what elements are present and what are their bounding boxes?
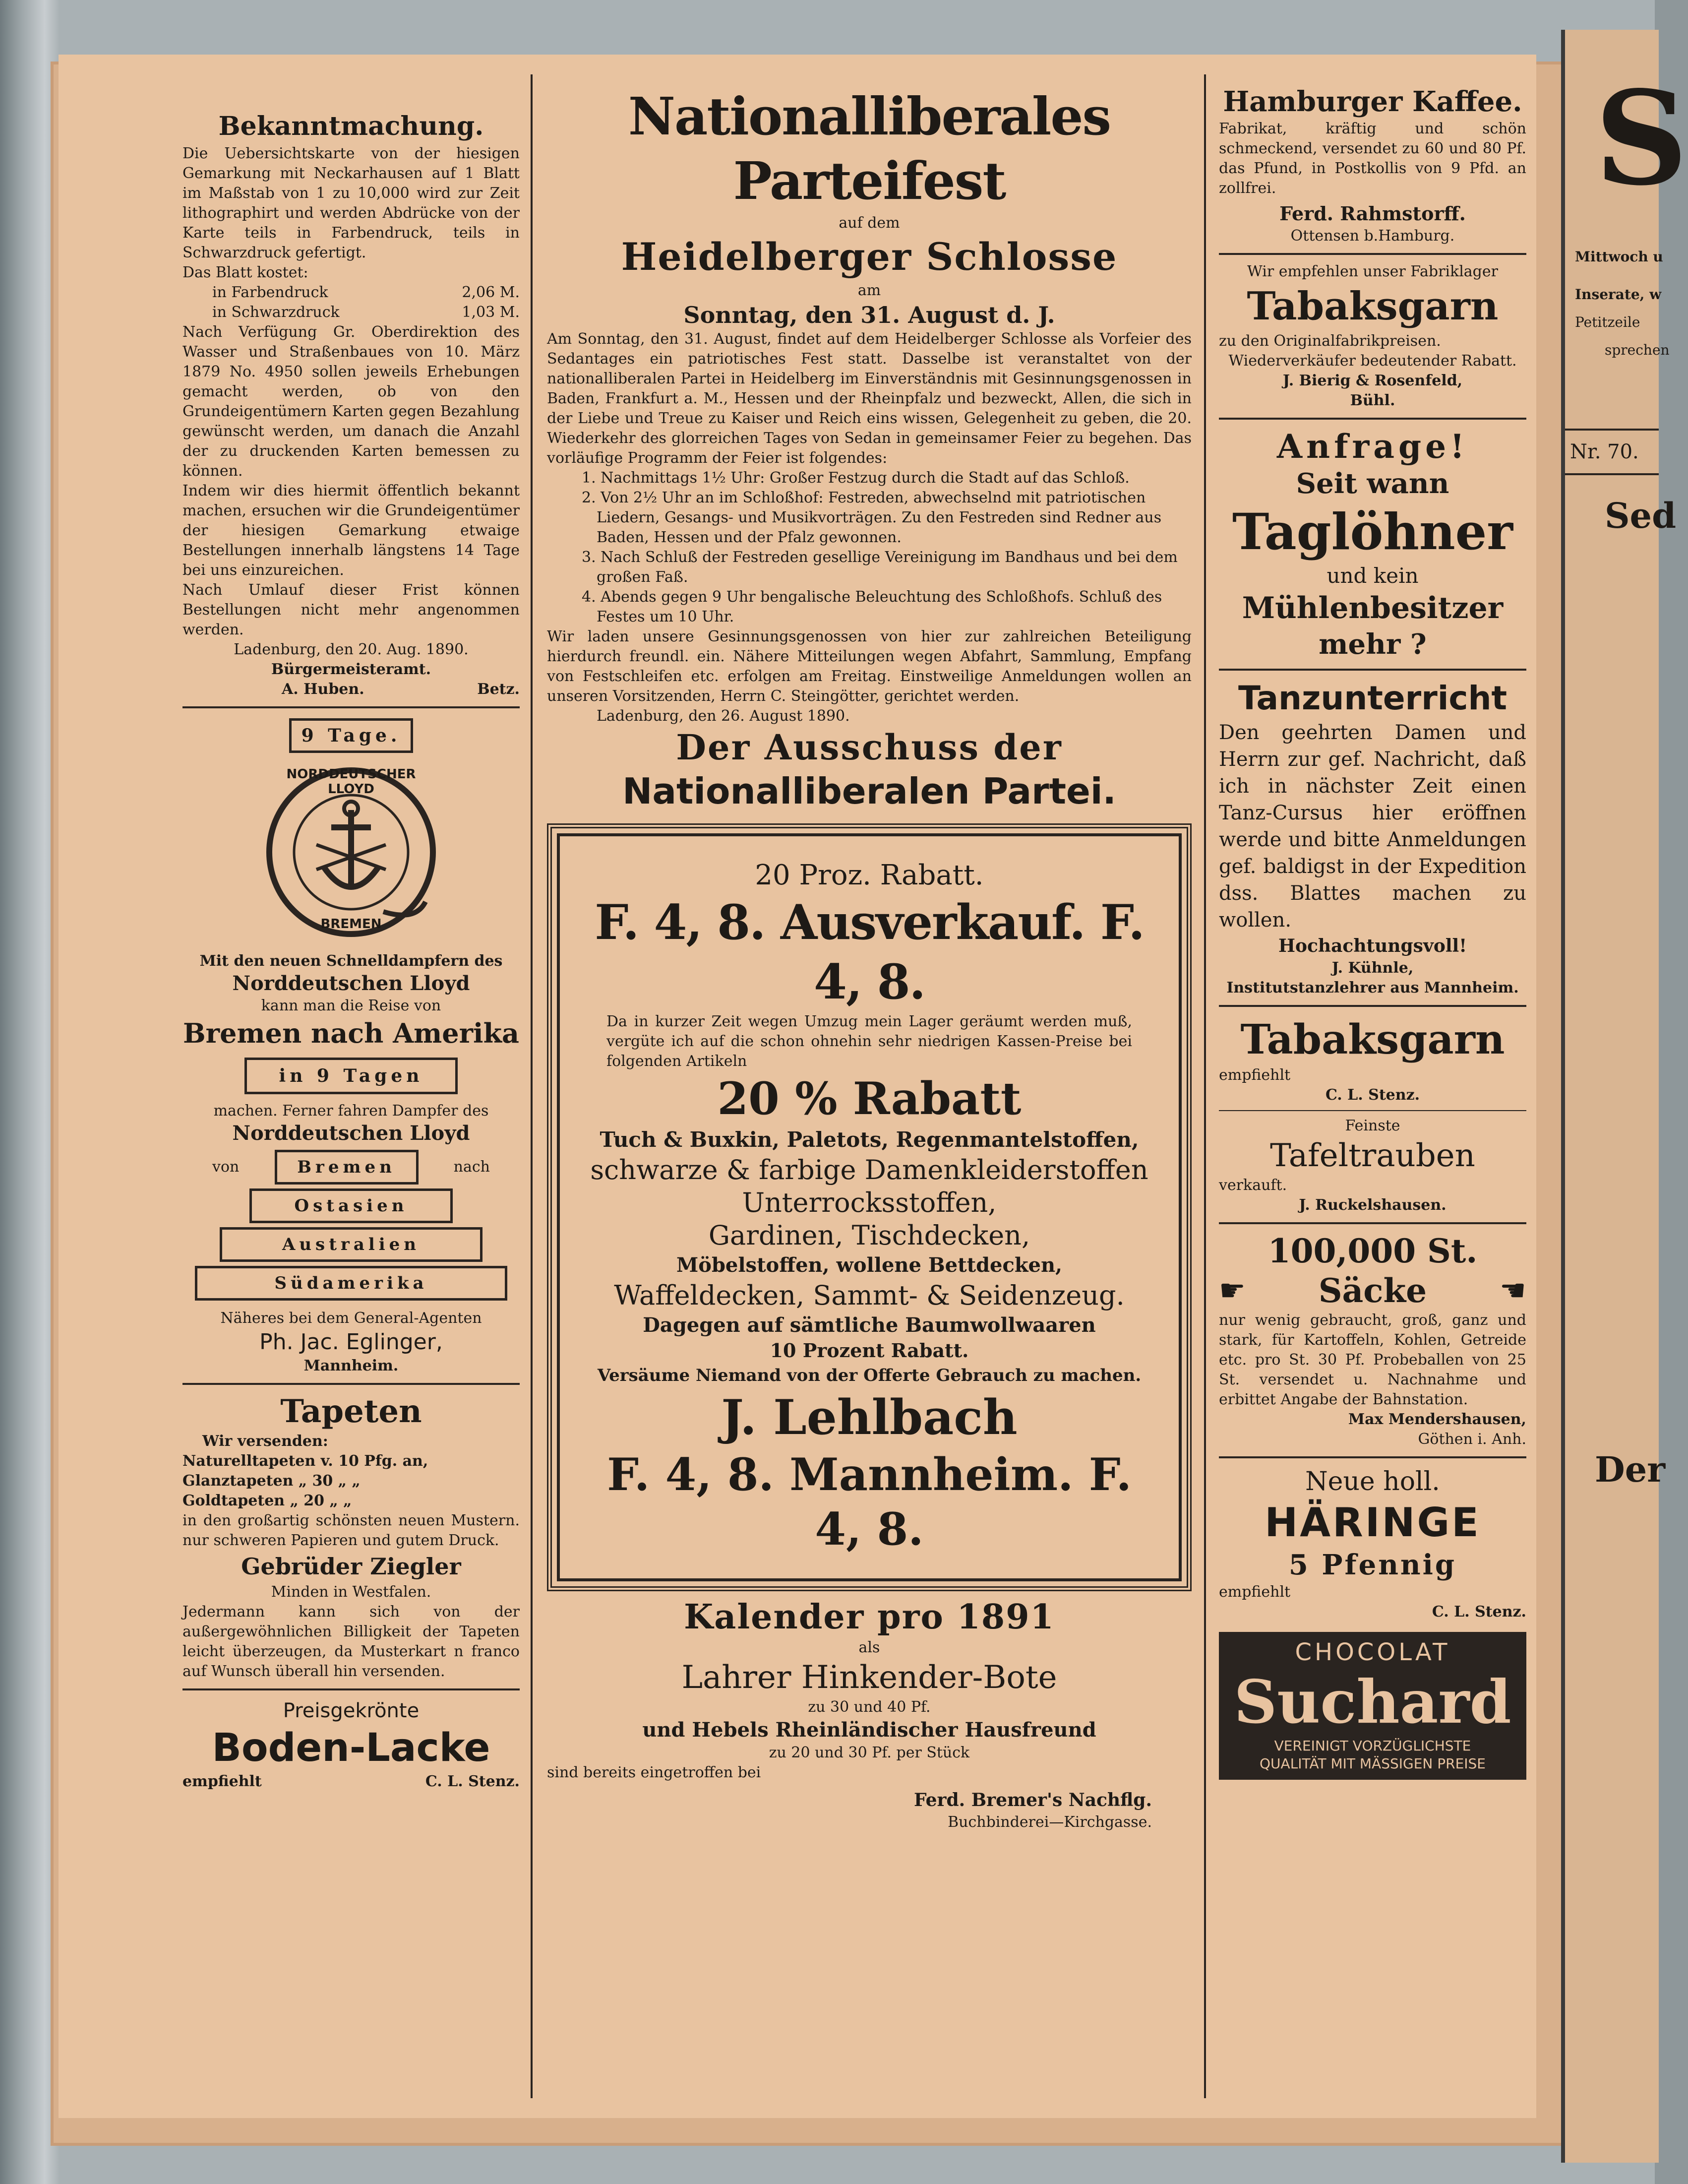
saecke-title: Säcke <box>1318 1271 1427 1310</box>
lloyd-name-1: Norddeutschen Lloyd <box>232 972 470 995</box>
announcement-body-4: Nach Umlauf dieser Frist können Bestellungen nicht mehr angenommen werden. <box>182 581 520 638</box>
lloyd-agent: Ph. Jac. Eglinger, <box>259 1329 443 1355</box>
saecke-body: nur wenig gebraucht, groß, ganz und stark, für Kartoffeln, Kohlen, Getreide etc. pro St. 30 Pf. Probeballen von 25 St. versendet u. Nachnahme und erbittet Angabe der Bahnstation. <box>1219 1311 1526 1408</box>
tanz-title-2: Institutstanzlehrer aus Mannheim. <box>1226 979 1519 997</box>
kaffee-body: Fabrikat, kräftig und schön schmeckend, versendet zu 60 und 80 Pf. das Pfund, in Postkollis von 9 Pfd. an zollfrei. <box>1219 120 1526 197</box>
announcement-office: Bürgermeisteramt. <box>271 661 431 678</box>
bodenlack-pre: Preisgekrönte <box>283 1699 420 1722</box>
suchard-top: CHOCOLAT <box>1295 1638 1450 1666</box>
suchard-brand: Suchard <box>1234 1667 1511 1737</box>
adjacent-fragment: Sed <box>1605 495 1677 536</box>
trauben-pre: Feinste <box>1345 1117 1400 1134</box>
tapeten-body: in den großartig schönsten neuen Mustern. nur schweren Papieren und gutem Druck. <box>182 1512 520 1549</box>
haeringe-title: HÄRINGE <box>1265 1499 1481 1546</box>
announcement-signatures <box>182 680 520 699</box>
divider <box>182 1383 520 1385</box>
parteifest-sign-2: Nationalliberalen Partei. <box>622 770 1116 812</box>
suchard-line-1: VEREINIGT VORZÜGLICHSTE <box>1274 1738 1471 1754</box>
column-rule-2 <box>1204 74 1206 2098</box>
column-right <box>1219 84 1526 1780</box>
tapeten-firm: Gebrüder Ziegler <box>241 1553 461 1580</box>
tabaksgarn-firm: J. Bierig & Rosenfeld, <box>1282 372 1463 389</box>
program-item-1: 1. Nachmittags 1½ Uhr: Großer Festzug durch die Stadt auf das Schloß. <box>582 469 1130 487</box>
parteifest-ad <box>547 84 1192 813</box>
lloyd-box-bremen: Bremen <box>275 1150 419 1185</box>
lloyd-name-2: Norddeutschen Lloyd <box>232 1122 470 1145</box>
divider <box>1219 669 1526 671</box>
tanzunterricht-ad <box>1219 678 1526 998</box>
rabatt-top: 20 Proz. Rabatt. <box>755 859 984 891</box>
announcement-body-2: Nach Verfügung Gr. Oberdirektion des Wasser und Straßenbaues von 10. März 1879 No. 4950 sollen jeweils Erhebungen gemacht werden, ob von den Grundeigentümern Karten gegen Bezahlung gewünscht werden, um danach die Anzahl der zu druckenden Karten bemessen zu können. <box>182 323 520 480</box>
saecke-firm: Max Mendershausen, <box>1348 1411 1526 1428</box>
tabaksgarn-body-2: Wiederverkäufer bedeutender Rabatt. <box>1228 352 1517 370</box>
trauben-title: Tafeltrauben <box>1270 1137 1475 1174</box>
newspaper-page <box>59 55 1536 2118</box>
tabaksgarn-2-left: empfiehlt <box>1219 1066 1291 1084</box>
adjacent-big-letter: S <box>1595 63 1688 214</box>
kalender-als: als <box>858 1639 880 1656</box>
haeringe-price: 5 Pfennig <box>1288 1549 1457 1581</box>
lloyd-text-2: kann man die Reise von <box>261 997 441 1014</box>
parteifest-auf: auf dem <box>839 214 900 232</box>
kalender-line-2: und Hebels Rheinländischer Hausfreund <box>642 1718 1096 1742</box>
parteifest-title: Nationalliberales Parteifest <box>628 86 1111 211</box>
rabatt-firm: J. Lehlbach <box>721 1389 1018 1445</box>
adjacent-fragment: Mittwoch u <box>1575 249 1663 265</box>
price-label: in Farbendruck <box>212 284 328 301</box>
lloyd-anchor-emblem-icon <box>262 763 440 941</box>
signature-left: A. Huben. <box>282 681 364 698</box>
adjacent-page-fragment <box>1561 30 1688 2163</box>
program-item-4: 4. Abends gegen 9 Uhr bengalische Beleuchtung des Schloßhofs. Schluß des Festes um 10 Uhr. <box>582 588 1162 625</box>
pointing-hand-right-icon: ☛ <box>1219 1273 1246 1308</box>
tapeten-item-3: Goldtapeten „ 20 „ „ <box>182 1492 352 1509</box>
tapeten-ad <box>182 1392 520 1682</box>
lloyd-agent-intro: Näheres bei dem General-Agenten <box>220 1310 482 1327</box>
lloyd-nach: nach <box>453 1158 490 1176</box>
rabatt-headline: F. 4, 8. Ausverkauf. F. 4, 8. <box>595 894 1144 1010</box>
kalender-price-1: zu 30 und 40 Pf. <box>808 1698 931 1716</box>
adjacent-fragment: Inserate, w <box>1575 286 1662 303</box>
parteifest-body: Am Sonntag, den 31. August, findet auf dem Heidelberger Schlosse als Vorfeier des Sedantages ein patriotisches Fest statt. Dasselbe ist veranstaltet von der nationalliberalen Partei in Heidelberg im Einverständnis mit Gesinnungsgenossen in Baden, Frankfurt a. M., Hessen und der Rheinpfalz und bezweckt, Allen, die sich in der Liebe und Treue zu Kaiser und Reich eins wissen, Gelegenheit zu geben, die 20. Wiederkehr des glorreichen Tages von Sedan in gemeinsamer Feier zu begehen. Das vorläufige Programm der Feier ist folgendes: <box>547 330 1192 467</box>
tabaksgarn-2-title: Tabaksgarn <box>1240 1016 1505 1063</box>
kaffee-title: Hamburger Kaffee. <box>1223 85 1522 118</box>
price-value: 2,06 M. <box>462 284 520 301</box>
tabaksgarn-ad-1 <box>1219 262 1526 411</box>
kaffee-city: Ottensen b.Hamburg. <box>1290 227 1455 245</box>
tapeten-intro: Wir versenden: <box>202 1433 328 1450</box>
divider <box>1219 1005 1526 1007</box>
program-item-3: 3. Nach Schluß der Festreden gesellige Vereinigung im Bandhaus und bei dem großen Faß. <box>582 549 1178 586</box>
rabatt-line-7: Dagegen auf sämtliche Baumwollwaaren <box>643 1313 1096 1337</box>
tafeltrauben-ad <box>1219 1116 1526 1215</box>
rabatt-body: Da in kurzer Zeit wegen Umzug mein Lager geräumt werden muß, vergüte ich auf die schon ohnehin sehr niedrigen Kassen-Preise bei folgenden Artikeln <box>606 1013 1132 1070</box>
bodenlack-title: Boden-Lacke <box>212 1726 490 1770</box>
bodenlack-footer <box>182 1772 520 1792</box>
adjacent-fragment: Petitzeile <box>1575 314 1640 330</box>
rabatt-line-9: Versäume Niemand von der Offerte Gebrauch zu machen. <box>597 1366 1142 1385</box>
tapeten-item-2: Glanztapeten „ 30 „ „ <box>182 1472 361 1490</box>
kalender-ad <box>547 1596 1192 1832</box>
rabatt-line-6: Waffeldecken, Sammt- & Seidenzeug. <box>614 1280 1125 1311</box>
tabaksgarn-body: zu den Originalfabrikpreisen. <box>1219 332 1441 350</box>
rabatt-line-4: Gardinen, Tischdecken, <box>708 1220 1030 1251</box>
price-row-black <box>182 303 520 322</box>
haeringe-firm: C. L. Stenz. <box>1432 1603 1526 1621</box>
lloyd-box-suedamerika: Südamerika <box>195 1266 507 1301</box>
price-row-color <box>182 283 520 303</box>
lloyd-ring-bottom: BREMEN <box>320 917 382 932</box>
column-middle <box>547 84 1192 1832</box>
haeringe-pre: Neue holl. <box>1305 1467 1440 1497</box>
parteifest-sign-1: Der Ausschuss der <box>676 727 1063 768</box>
tanz-name: J. Kühnle, <box>1331 959 1414 977</box>
lloyd-box-australien: Australien <box>220 1227 482 1262</box>
lloyd-ad <box>182 718 520 1376</box>
kalender-title: Kalender pro 1891 <box>684 1597 1055 1637</box>
bodenlack-ad <box>182 1697 520 1792</box>
divider <box>182 706 520 708</box>
tanz-title: Tanzunterricht <box>1238 679 1507 717</box>
suchard-ad <box>1219 1632 1526 1780</box>
lloyd-city: Mannheim. <box>303 1357 399 1374</box>
bodenlack-right: C. L. Stenz. <box>425 1773 520 1790</box>
kalender-firm: Ferd. Bremer's Nachflg. <box>914 1790 1152 1810</box>
parteifest-body-2: Wir laden unsere Gesinnungsgenossen von hier zur zahlreichen Beteiligung hierdurch freundl. ein. Nähere Mitteilungen wegen Abfahrt, Sammlung, Empfang von Festschleifen etc. erfolgen am Freitag. Einstweilige Anmeldungen wollen an unseren Vorsitzenden, Herrn C. Steingötter, gerichtet werden. <box>547 628 1192 705</box>
divider <box>1219 1456 1526 1458</box>
parteifest-dateline: Ladenburg, den 26. August 1890. <box>597 707 850 725</box>
rabatt-line-1: Tuch & Buxkin, Paletots, Regenmantelstoffen, <box>600 1127 1139 1152</box>
tabaksgarn-intro: Wir empfehlen unser Fabriklager <box>1247 263 1498 280</box>
lloyd-route: Bremen nach Amerika <box>183 1017 519 1049</box>
adjacent-fragment: Nr. 70. <box>1570 440 1639 463</box>
column-left <box>182 109 520 1792</box>
adjacent-fragment: Der <box>1595 1449 1666 1490</box>
announcement <box>182 109 520 699</box>
announcement-price-intro: Das Blatt kostet: <box>182 264 308 281</box>
kalender-price-2: zu 20 und 30 Pf. per Stück <box>769 1744 970 1761</box>
lloyd-von: von <box>212 1158 240 1176</box>
kalender-firm-2: Buchbinderei—Kirchgasse. <box>948 1813 1152 1831</box>
divider <box>182 1688 520 1690</box>
tapeten-city: Minden in Westfalen. <box>271 1583 431 1601</box>
signature-right: Betz. <box>477 681 520 698</box>
lloyd-text-3: machen. Ferner fahren Dampfer des <box>213 1102 489 1120</box>
kalender-body: sind bereits eingetroffen bei <box>547 1764 761 1781</box>
tanz-greeting: Hochachtungsvoll! <box>1278 936 1467 956</box>
trauben-firm: J. Ruckelshausen. <box>1299 1196 1447 1214</box>
rabatt-ad-frame <box>547 823 1192 1591</box>
lloyd-box-9-tagen: in 9 Tagen <box>244 1058 458 1094</box>
parteifest-place: Heidelberger Schlosse <box>621 235 1118 279</box>
column-rule-1 <box>531 74 533 2098</box>
tabaksgarn-2-firm: C. L. Stenz. <box>1325 1086 1420 1104</box>
divider <box>1219 253 1526 255</box>
rabatt-line-3: Unterrocksstoffen, <box>742 1187 997 1218</box>
kalender-name: Lahrer Hinkender-Bote <box>681 1659 1057 1696</box>
bodenlack-left: empfiehlt <box>182 1773 262 1790</box>
tapeten-title: Tapeten <box>280 1393 422 1430</box>
haeringe-left: empfiehlt <box>1219 1583 1291 1601</box>
program-item-2: 2. Von 2½ Uhr an im Schloßhof: Festreden, abwechselnd mit patriotischen Liedern, Gesangs- und Musikvorträgen. Zu den Festreden sind Redner aus Baden, Hessen und der Pfalz gewonnen. <box>582 489 1162 546</box>
rabatt-footer: F. 4, 8. Mannheim. F. 4, 8. <box>607 1448 1132 1556</box>
tapeten-body-2: Jedermann kann sich von der außergewöhnlichen Billigkeit der Tapeten leicht überzeugen, da Musterkart n franco auf Wunsch überall hin versenden. <box>182 1603 520 1680</box>
tabaksgarn-title: Tabaksgarn <box>1247 284 1499 329</box>
announcement-date: Ladenburg, den 20. Aug. 1890. <box>234 641 469 658</box>
tabaksgarn-city: Bühl. <box>1350 392 1395 409</box>
saecke-ad <box>1219 1231 1526 1449</box>
rabatt-line-2: schwarze & farbige Damenkleiderstoffen <box>590 1154 1148 1186</box>
divider <box>1219 1222 1526 1224</box>
saecke-count: 100,000 St. <box>1267 1232 1478 1270</box>
kaffee-ad <box>1219 84 1526 246</box>
lloyd-days-box: 9 Tage. <box>289 718 413 753</box>
kaffee-firm: Ferd. Rahmstorff. <box>1279 202 1466 225</box>
parteifest-am: am <box>857 282 881 299</box>
divider <box>1219 418 1526 420</box>
pointing-hand-left-icon: ☛ <box>1500 1273 1526 1308</box>
lloyd-text-1: Mit den neuen Schnelldampfern des <box>199 952 503 970</box>
saecke-title-row <box>1219 1271 1526 1310</box>
anfrage-title: Anfrage! <box>1276 427 1469 466</box>
price-value: 1,03 M. <box>462 304 520 321</box>
lloyd-from-row <box>182 1150 520 1185</box>
lloyd-box-ostasien: Ostasien <box>249 1188 453 1223</box>
anfrage-ad <box>1219 427 1526 662</box>
announcement-body-3: Indem wir dies hiermit öffentlich bekannt machen, ersuchen wir die Grundeigentümer der hiesigen Gemarkung etwaige Bestellungen innerhalb längstens 14 Tage bei uns einzureichen. <box>182 482 520 579</box>
suchard-line-2: QUALITÄT MIT MÄSSIGEN PREISE <box>1260 1755 1486 1772</box>
anfrage-line-3: Taglöhner <box>1232 502 1513 561</box>
rabatt-line-8: 10 Prozent Rabatt. <box>770 1339 969 1362</box>
rabatt-line-5: Möbelstoffen, wollene Bettdecken, <box>676 1253 1063 1277</box>
anfrage-line-4: und kein <box>1326 563 1419 588</box>
announcement-title: Bekanntmachung. <box>218 111 484 141</box>
divider <box>1219 1110 1526 1111</box>
rabatt-percent: 20 % Rabatt <box>717 1072 1022 1125</box>
saecke-city: Göthen i. Anh. <box>1418 1431 1526 1448</box>
parteifest-date: Sonntag, den 31. August d. J. <box>683 302 1055 328</box>
haeringe-ad <box>1219 1465 1526 1622</box>
announcement-body: Die Uebersichtskarte von der hiesigen Gemarkung mit Neckarhausen auf 1 Blatt im Maßstab von 1 zu 10,000 wird zur Zeit lithographirt und werden Abdrücke von der Karte teils in Farbendruck, teils in Schwarzdruck gefertigt. <box>182 145 520 261</box>
lloyd-ring-top: NORDDEUTSCHER LLOYD <box>286 767 416 797</box>
price-label: in Schwarzdruck <box>212 304 340 321</box>
trauben-left: verkauft. <box>1219 1177 1287 1194</box>
tabaksgarn-ad-2 <box>1219 1014 1526 1105</box>
tanz-body: Den geehrten Damen und Herrn zur gef. Nachricht, daß ich in nächster Zeit einen Tanz-Cursus hier eröffnen werde und bitte Anmeldungen gef. baldigst in der Expedition dss. Blattes machen zu wollen. <box>1219 721 1526 932</box>
anfrage-line-5: Mühlenbesitzer <box>1242 591 1504 625</box>
adjacent-fragment: sprechen <box>1605 342 1670 358</box>
tapeten-item-1: Naturelltapeten v. 10 Pfg. an, <box>182 1452 428 1470</box>
anfrage-line-2: Seit wann <box>1296 467 1449 500</box>
anfrage-line-6: mehr ? <box>1319 628 1427 661</box>
